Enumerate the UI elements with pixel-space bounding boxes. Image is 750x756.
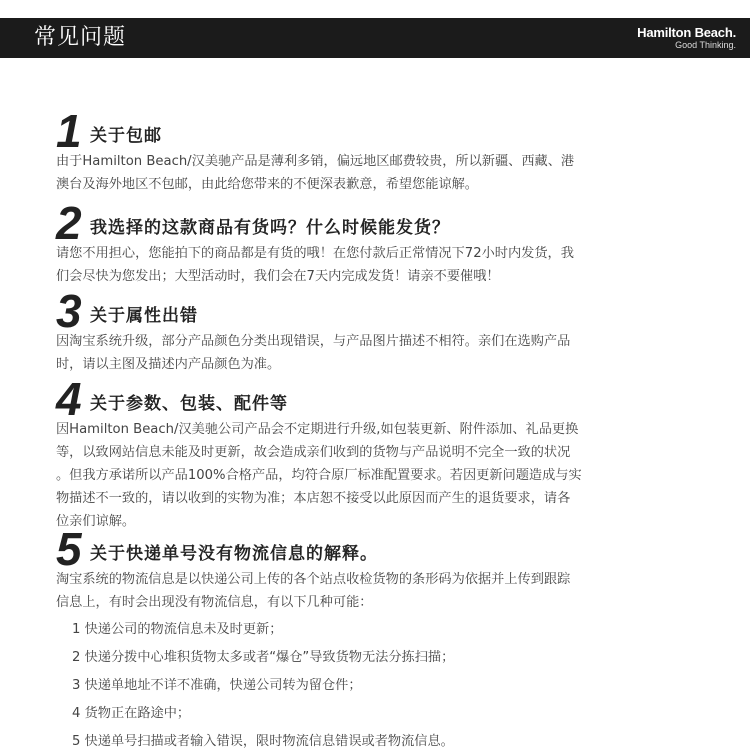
header-bar [0, 18, 750, 58]
section-title: 关于快递单号没有物流信息的解释。 [90, 544, 378, 564]
body-line: 由于Hamilton Beach/汉美驰产品是薄利多销，偏远地区邮费较贵，所以新疆、西藏、港 [56, 154, 575, 169]
reason-list [56, 616, 736, 756]
brand-name: Hamilton Beach. [637, 25, 736, 40]
section-body [56, 568, 736, 614]
section-body [56, 242, 736, 288]
body-line: 因Hamilton Beach/汉美驰公司产品会不定期进行升级,如包装更新、附件添加、礼品更换 [56, 422, 579, 437]
body-line: 因淘宝系统升级，部分产品颜色分类出现错误，与产品图片描述不相符。亲们在选购产品 [56, 334, 571, 349]
faq-section-shipping [56, 105, 736, 196]
list-item: 5 快递单号扫描或者输入错误，限时物流信息错误或者物流信息。 [72, 734, 454, 749]
section-number: 3 [56, 285, 82, 337]
body-line: 澳台及海外地区不包邮，由此给您带来的不便深表歉意，希望您能谅解。 [56, 177, 478, 192]
section-title: 关于参数、包装、配件等 [90, 394, 288, 414]
body-line: 请您不用担心，您能拍下的商品都是有货的哦！在您付款后正常情况下72小时内发货，我 [56, 246, 574, 261]
section-title: 关于属性出错 [90, 306, 198, 326]
body-line: 。但我方承诺所以产品100%合格产品，均符合原厂标准配置要求。若因更新问题造成与实 [56, 468, 582, 483]
body-line: 位亲们谅解。 [56, 514, 136, 529]
faq-section-stock [56, 197, 736, 288]
section-title: 我选择的这款商品有货吗？什么时候能发货？ [90, 218, 450, 238]
brand-logo [637, 25, 736, 51]
list-item: 2 快递分拨中心堆积货物太多或者“爆仓”导致货物无法分拣扫描； [72, 650, 455, 665]
list-item: 1 快递公司的物流信息未及时更新； [72, 622, 283, 637]
section-number: 2 [56, 197, 82, 249]
brand-tagline: Good Thinking. [675, 40, 736, 50]
section-heading [56, 373, 736, 425]
section-body [56, 150, 736, 196]
section-heading [56, 197, 736, 249]
page-title: 常见问题 [34, 25, 127, 50]
faq-section-attributes [56, 285, 736, 376]
section-number: 4 [56, 373, 82, 425]
section-number: 1 [56, 105, 82, 157]
section-heading [56, 105, 736, 157]
list-item: 4 货物正在路途中； [72, 706, 191, 721]
body-line: 时，请以主图及描述内产品颜色为准。 [56, 357, 281, 372]
section-heading [56, 523, 736, 575]
body-line: 等，以致网站信息未能及时更新，故会造成亲们收到的货物与产品说明不完全一致的状况 [56, 445, 571, 460]
body-line: 淘宝系统的物流信息是以快递公司上传的各个站点收检货物的条形码为依据并上传到跟踪 [56, 572, 571, 587]
section-heading [56, 285, 736, 337]
list-item: 3 快递单地址不详不准确，快递公司转为留仓件； [72, 678, 362, 693]
faq-section-tracking [56, 523, 736, 756]
faq-section-parameters [56, 373, 736, 533]
body-line: 物描述不一致的，请以收到的实物为准；本店恕不接受以此原因而产生的退货要求，请各 [56, 491, 571, 506]
section-body [56, 418, 736, 533]
body-line: 信息上，有时会出现没有物流信息，有以下几种可能： [56, 595, 373, 610]
section-title: 关于包邮 [90, 126, 162, 146]
section-body [56, 330, 736, 376]
body-line: 们会尽快为您发出；大型活动时，我们会在7天内完成发货！请亲不要催哦！ [56, 269, 500, 284]
section-number: 5 [56, 523, 82, 575]
